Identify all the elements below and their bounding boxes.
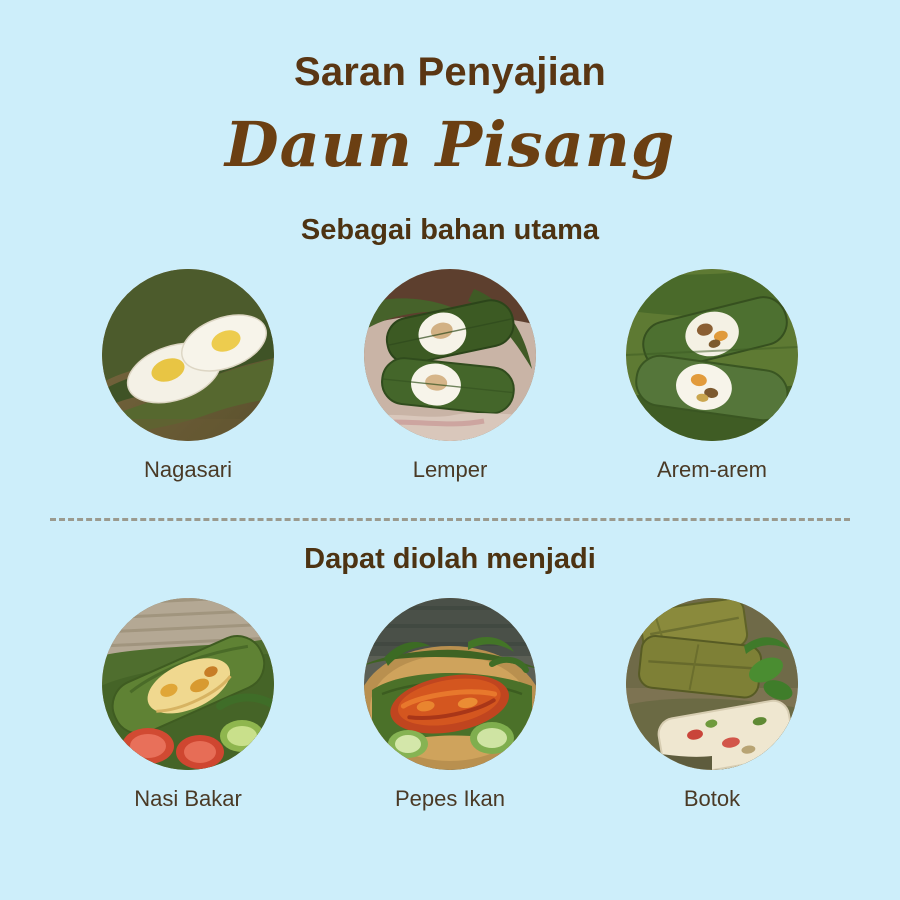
arem-arem-photo [626, 269, 798, 441]
page-title: Saran Penyajian [293, 50, 607, 94]
section-1-card-row [88, 269, 812, 482]
section-2-heading: Dapat diolah menjadi [304, 543, 596, 576]
card-pepes-ikan [350, 598, 550, 811]
section-2-card-row [88, 598, 812, 811]
caption-nasi-bakar: Nasi Bakar [134, 786, 242, 812]
nasi-bakar-photo [102, 598, 274, 770]
pepes-ikan-photo [364, 598, 536, 770]
section-1-heading: Sebagai bahan utama [300, 214, 600, 246]
caption-lemper: Lemper [412, 457, 488, 482]
caption-pepes-ikan: Pepes Ikan [394, 786, 506, 812]
card-nasi-bakar [88, 598, 288, 811]
card-nagasari [88, 269, 288, 482]
card-arem-arem [612, 269, 812, 482]
caption-arem-arem: Arem-arem [656, 457, 767, 482]
nagasari-photo [102, 269, 274, 441]
lemper-photo [364, 269, 536, 441]
page-subtitle-script: Daun Pisang [224, 108, 676, 181]
card-lemper [350, 269, 550, 482]
card-botok [612, 598, 812, 811]
caption-botok: Botok [683, 786, 741, 812]
botok-photo [626, 598, 798, 770]
section-divider [50, 518, 850, 521]
caption-nagasari: Nagasari [143, 457, 233, 482]
